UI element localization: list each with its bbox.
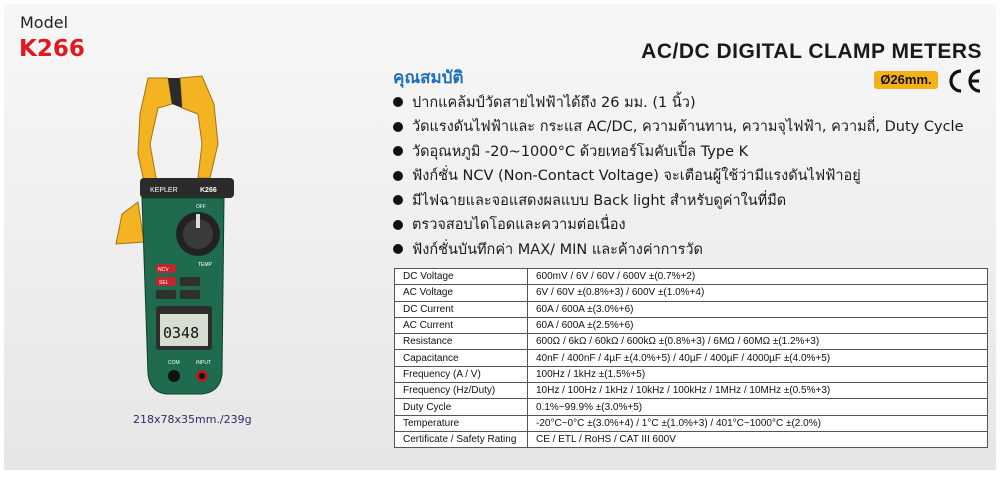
feature-item: ตรวจสอบไดโอดและความต่อเนื่อง xyxy=(393,213,964,238)
spec-name: Duty Cycle xyxy=(395,399,528,415)
spec-value: CE / ETL / RoHS / CAT III 600V xyxy=(528,431,988,447)
model-code: K266 xyxy=(19,36,85,62)
features-list xyxy=(393,90,964,262)
spec-name: AC Voltage xyxy=(395,285,528,301)
table-row xyxy=(395,334,988,350)
spec-value: 100Hz / 1kHz ±(1.5%+5) xyxy=(528,366,988,382)
brand-mark: KEPLER xyxy=(150,187,178,194)
spec-name: DC Current xyxy=(395,301,528,317)
model-label: Model xyxy=(20,13,69,32)
bullet-icon xyxy=(393,244,403,254)
bullet-icon xyxy=(393,171,403,181)
feature-item: ฟังก์ชั่นบันทึกค่า MAX/ MIN และค้างค่าการวัด xyxy=(393,237,964,262)
sel-button-label: SEL xyxy=(159,280,169,286)
display-reading: 0348 xyxy=(163,324,200,342)
feature-item: ปากแคล้มป์วัดสายไฟฟ้าได้ถึง 26 มม. (1 นิ้ว) xyxy=(393,90,964,115)
com-jack-label: COM xyxy=(168,360,180,366)
ncv-button-label: NCV xyxy=(158,267,169,273)
page-title: AC/DC DIGITAL CLAMP METERS xyxy=(641,40,982,63)
spec-value: 60A / 600A ±(2.5%+6) xyxy=(528,317,988,333)
table-row xyxy=(395,399,988,415)
temp-label: TEMP xyxy=(198,262,212,268)
spec-name: AC Current xyxy=(395,317,528,333)
spec-value: 600Ω / 6kΩ / 60kΩ / 600kΩ ±(0.8%+3) / 6MΩ / 60MΩ ±(1.2%+3) xyxy=(528,334,988,350)
spec-value: 600mV / 6V / 60V / 600V ±(0.7%+2) xyxy=(528,269,988,285)
feature-item: ฟังก์ชั่น NCV (Non-Contact Voltage) จะเตือนผู้ใช้ว่ามีแรงดันไฟฟ้าอยู่ xyxy=(393,164,964,189)
off-label: OFF xyxy=(196,204,206,210)
bullet-icon xyxy=(393,146,403,156)
input-jack-label: INPUT xyxy=(196,360,211,366)
spec-value: -20°C~0°C ±(3.0%+4) / 1°C ±(1.0%+3) / 401°C~1000°C ±(2.0%) xyxy=(528,415,988,431)
spec-name: Frequency (Hz/Duty) xyxy=(395,383,528,399)
table-row xyxy=(395,285,988,301)
table-row xyxy=(395,383,988,399)
spec-name: Resistance xyxy=(395,334,528,350)
table-row xyxy=(395,366,988,382)
table-row xyxy=(395,350,988,366)
feature-item: วัดอุณหภูมิ -20~1000°C ด้วยเทอร์โมคับเปิ้ล Type K xyxy=(393,139,964,164)
product-dimensions: 218x78x35mm./239g xyxy=(133,413,252,426)
features-heading: คุณสมบัติ xyxy=(393,68,464,88)
spec-name: Capacitance xyxy=(395,350,528,366)
spec-value: 10Hz / 100Hz / 1kHz / 10kHz / 100kHz / 1MHz / 10MHz ±(0.5%+3) xyxy=(528,383,988,399)
spec-value: 60A / 600A ±(3.0%+6) xyxy=(528,301,988,317)
spec-name: Temperature xyxy=(395,415,528,431)
table-row xyxy=(395,269,988,285)
jaw-size-badge: Ø26mm. xyxy=(874,71,938,89)
spec-value: 0.1%~99.9% ±(3.0%+5) xyxy=(528,399,988,415)
spec-value: 40nF / 400nF / 4µF ±(4.0%+5) / 40µF / 400µF / 4000µF ±(4.0%+5) xyxy=(528,350,988,366)
feature-item: มีไฟฉายและจอแสดงผลแบบ Back light สำหรับดูค่าในที่มืด xyxy=(393,188,964,213)
spec-name: DC Voltage xyxy=(395,269,528,285)
spec-name: Certificate / Safety Rating xyxy=(395,431,528,447)
spec-value: 6V / 60V ±(0.8%+3) / 600V ±(1.0%+4) xyxy=(528,285,988,301)
feature-item: วัดแรงดันไฟฟ้าและ กระแส AC/DC, ความต้านทาน, ความจุไฟฟ้า, ความถี่, Duty Cycle xyxy=(393,115,964,140)
bullet-icon xyxy=(393,122,403,132)
table-row xyxy=(395,431,988,447)
bullet-icon xyxy=(393,195,403,205)
table-row xyxy=(395,301,988,317)
table-row xyxy=(395,415,988,431)
spec-name: Frequency (A / V) xyxy=(395,366,528,382)
bullet-icon xyxy=(393,220,403,230)
clamp-meter-illustration xyxy=(110,74,234,404)
model-mark: K266 xyxy=(200,187,217,194)
spec-table xyxy=(394,268,988,448)
bullet-icon xyxy=(393,97,403,107)
table-row xyxy=(395,317,988,333)
